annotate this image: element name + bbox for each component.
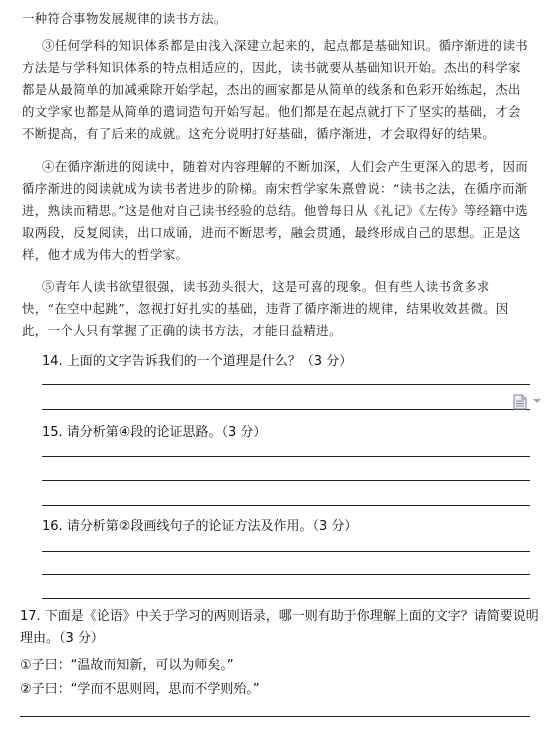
answer-line[interactable] (42, 574, 530, 575)
chevron-down-icon[interactable] (533, 399, 541, 403)
answer-line[interactable] (42, 480, 530, 481)
document-icon[interactable] (513, 394, 527, 410)
passage-paragraph-5: ⑤青年人读书欲望很强，读书劲头很大，这是可喜的现象。但有些人读书贪多求快，“在空中起跳”，忽视打好扎实的基础，违背了循序渐进的规律，结果收效甚微。因此，一个人只有掌握了正确的读书方法，才能日益精进。 (22, 279, 509, 338)
passage-paragraph-4: ④在循序渐进的阅读中，随着对内容理解的不断加深，人们会产生更深入的思考，因而循序渐进的阅读就成为读书者进步的阶梯。南宋哲学家朱熹曾说：“读书之法，在循序而渐进，熟读而精思。”这是他对自己读书经验的总结。他曾每日从《礼记》《左传》等经籍中选取两段，反复阅读，出口成诵，进而不断思考，融会贯通，最终形成自己的思想。正是这样，他才成为伟大的哲学家。 (22, 159, 529, 262)
answer-line[interactable] (42, 384, 530, 385)
question-16: 16. 请分析第②段画线句子的论证方法及作用。（3 分） (42, 519, 358, 534)
answer-line[interactable] (42, 409, 530, 410)
question-14: 14. 上面的文字告诉我们的一个道理是什么？（3 分） (42, 354, 353, 369)
answer-line[interactable] (42, 505, 530, 506)
question-17: 17. 下面是《论语》中关于学习的两则语录，哪一则有助于你理解上面的文字？请简要说明 理由。（3 分） (20, 609, 539, 646)
answer-line[interactable] (42, 551, 530, 552)
answer-line[interactable] (42, 598, 530, 599)
question-15: 15. 请分析第④段的论证思路。（3 分） (42, 425, 267, 440)
answer-line[interactable] (42, 456, 530, 457)
passage-line1: 一种符合事物发展规律的读书方法。 (22, 11, 227, 26)
quote-1: ①子曰：“温故而知新，可以为师矣。” (20, 658, 234, 673)
answer-line[interactable] (20, 716, 530, 717)
quote-2: ②子曰：“学而不思则罔，思而不学则殆。” (20, 682, 260, 697)
passage-paragraph-3: ③任何学科的知识体系都是由浅入深建立起来的，起点都是基础知识。循序渐进的读书方法是与学科知识体系的特点相适应的，因此，读书就要从基础知识开始。杰出的科学家都是从最简单的加减乘除开始学起，杰出的画家都是从简单的线条和色彩开始练起，杰出的文学家也都是从简单的遣词造句开始写起。他们都是在起点就打下了坚实的基础，才会不断提高，有了后来的成就。这充分说明打好基础，循序渐进，才会取得好的结果。 (22, 38, 529, 141)
